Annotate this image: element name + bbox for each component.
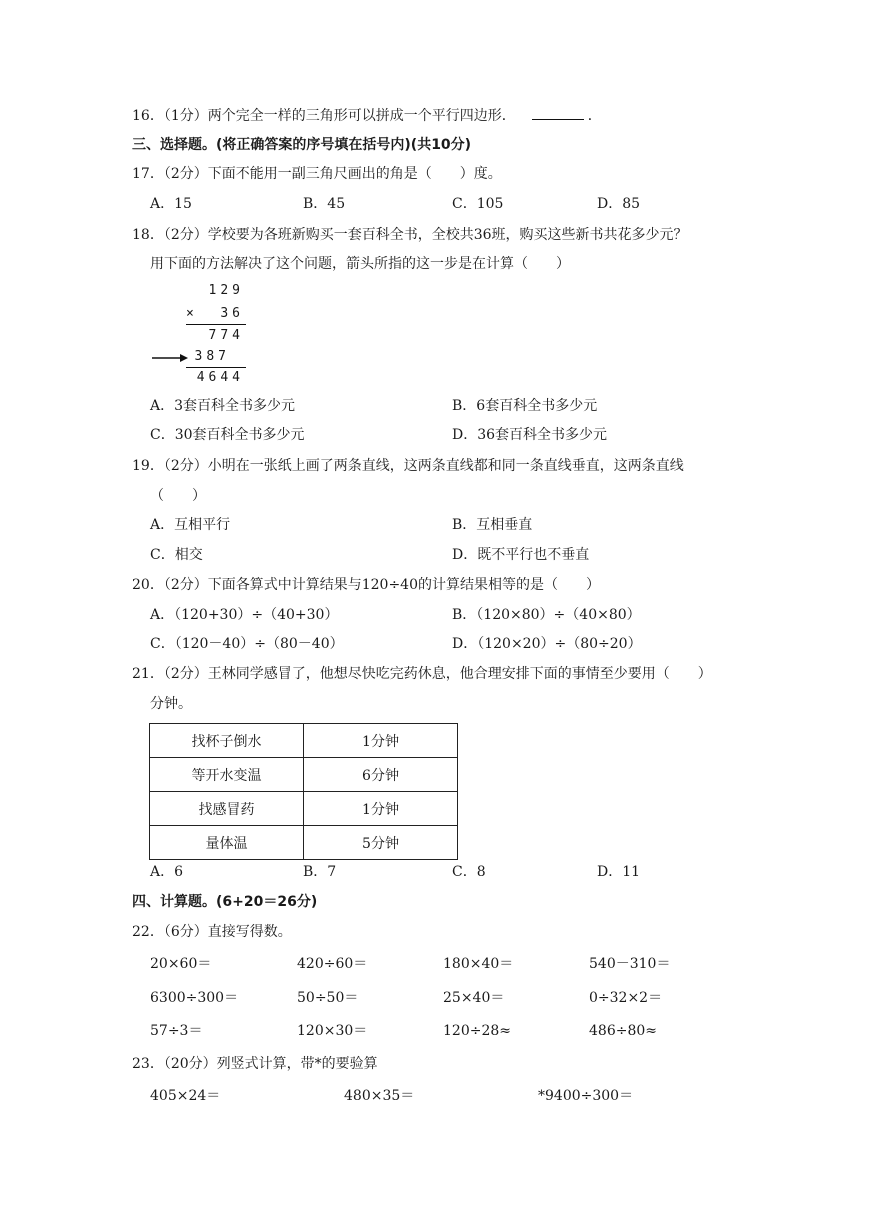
vertical-multiplication [150, 283, 250, 387]
time-cell: 1分钟 [304, 792, 458, 826]
time-cell: 5分钟 [304, 826, 458, 860]
calc-item: 120÷28≈ [443, 1023, 511, 1039]
task-cell: 量体温 [150, 826, 304, 860]
question-16-text: 16．（1分）两个完全一样的三角形可以拼成一个平行四边形． [132, 108, 516, 124]
section-3-heading: 三、选择题。(将正确答案的序号填在括号内)(共10分) [132, 137, 472, 153]
calc-line-1 [186, 324, 246, 325]
option-b[interactable]: B．7 [303, 864, 337, 880]
question-18-line2: 用下面的方法解决了这个问题，箭头所指的这一步是在计算（ ） [150, 256, 570, 272]
option-d[interactable]: D．11 [597, 864, 641, 880]
calc-partial-2: 387 [194, 349, 230, 364]
calc-multiplicand: 129 [208, 283, 244, 298]
option-a[interactable]: A．互相平行 [150, 517, 231, 533]
arrow-icon [152, 353, 188, 363]
table-row [150, 792, 458, 826]
time-cell: 6分钟 [304, 758, 458, 792]
table-row [150, 826, 458, 860]
calc-item: 6300÷300＝ [150, 990, 239, 1006]
question-16 [132, 107, 602, 125]
option-a[interactable]: A．15 [150, 196, 192, 212]
answer-blank[interactable] [532, 107, 584, 120]
calc-line-2 [186, 367, 246, 368]
question-20-text: 20．（2分）下面各算式中计算结果与120÷40的计算结果相等的是（ ） [132, 577, 600, 593]
time-cell: 1分钟 [304, 724, 458, 758]
option-d[interactable]: D．36套百科全书多少元 [452, 427, 608, 443]
question-18-line1: 18．（2分）学校要为各班新购买一套百科全书，全校共36班，购买这些新书共花多少元？ [132, 227, 688, 243]
option-b[interactable]: B．互相垂直 [452, 517, 533, 533]
schedule-table [149, 723, 458, 860]
calc-item: 540－310＝ [589, 956, 671, 972]
calc-item: 50÷50＝ [297, 990, 359, 1006]
calc-item: 420÷60＝ [297, 956, 368, 972]
calc-item: *9400÷300＝ [538, 1088, 634, 1104]
question-22-text: 22．（6分）直接写得数。 [132, 924, 292, 940]
option-c[interactable]: C．105 [452, 196, 504, 212]
calc-operator: × [186, 306, 194, 321]
task-cell: 等开水变温 [150, 758, 304, 792]
question-16-end: ． [587, 108, 602, 124]
calc-item: 57÷3＝ [150, 1023, 203, 1039]
calc-item: 480×35＝ [344, 1088, 415, 1104]
calc-item: 120×30＝ [297, 1023, 368, 1039]
calc-item: 405×24＝ [150, 1088, 221, 1104]
calc-item: 486÷80≈ [589, 1023, 657, 1039]
option-a[interactable]: A．（120+30）÷（40+30） [150, 607, 339, 623]
calc-partial-1: 774 [208, 328, 244, 343]
option-c[interactable]: C．30套百科全书多少元 [150, 427, 305, 443]
task-cell: 找杯子倒水 [150, 724, 304, 758]
calc-item: 0÷32×2＝ [589, 990, 663, 1006]
question-21-line1: 21．（2分）王林同学感冒了，他想尽快吃完药休息，他合理安排下面的事情至少要用（ ） [132, 666, 712, 682]
option-a[interactable]: A．6 [150, 864, 184, 880]
question-17-text: 17．（2分）下面不能用一副三角尺画出的角是（ ）度。 [132, 166, 502, 182]
calc-item: 20×60＝ [150, 956, 212, 972]
question-19-line2: （ ） [150, 488, 206, 504]
option-c[interactable]: C．（120－40）÷（80－40） [150, 636, 344, 652]
question-23-text: 23．（20分）列竖式计算，带*的要验算 [132, 1056, 378, 1072]
option-b[interactable]: B．（120×80）÷（40×80） [452, 607, 641, 623]
option-c[interactable]: C．8 [452, 864, 486, 880]
section-4-heading: 四、计算题。(6+20＝26分) [132, 894, 318, 910]
calc-result: 4644 [196, 370, 244, 385]
task-cell: 找感冒药 [150, 792, 304, 826]
option-b[interactable]: B．6套百科全书多少元 [452, 398, 598, 414]
option-c[interactable]: C．相交 [150, 547, 203, 563]
question-21-line2: 分钟。 [150, 696, 192, 712]
option-d[interactable]: D．既不平行也不垂直 [452, 547, 590, 563]
calc-item: 25×40＝ [443, 990, 505, 1006]
table-row [150, 724, 458, 758]
option-b[interactable]: B．45 [303, 196, 346, 212]
option-d[interactable]: D．（120×20）÷（80÷20） [452, 636, 642, 652]
calc-multiplier: 36 [220, 306, 244, 321]
table-row [150, 758, 458, 792]
option-a[interactable]: A．3套百科全书多少元 [150, 398, 296, 414]
option-d[interactable]: D．85 [597, 196, 641, 212]
calc-item: 180×40＝ [443, 956, 514, 972]
question-19-line1: 19．（2分）小明在一张纸上画了两条直线，这两条直线都和同一条直线垂直，这两条直线 [132, 458, 684, 474]
